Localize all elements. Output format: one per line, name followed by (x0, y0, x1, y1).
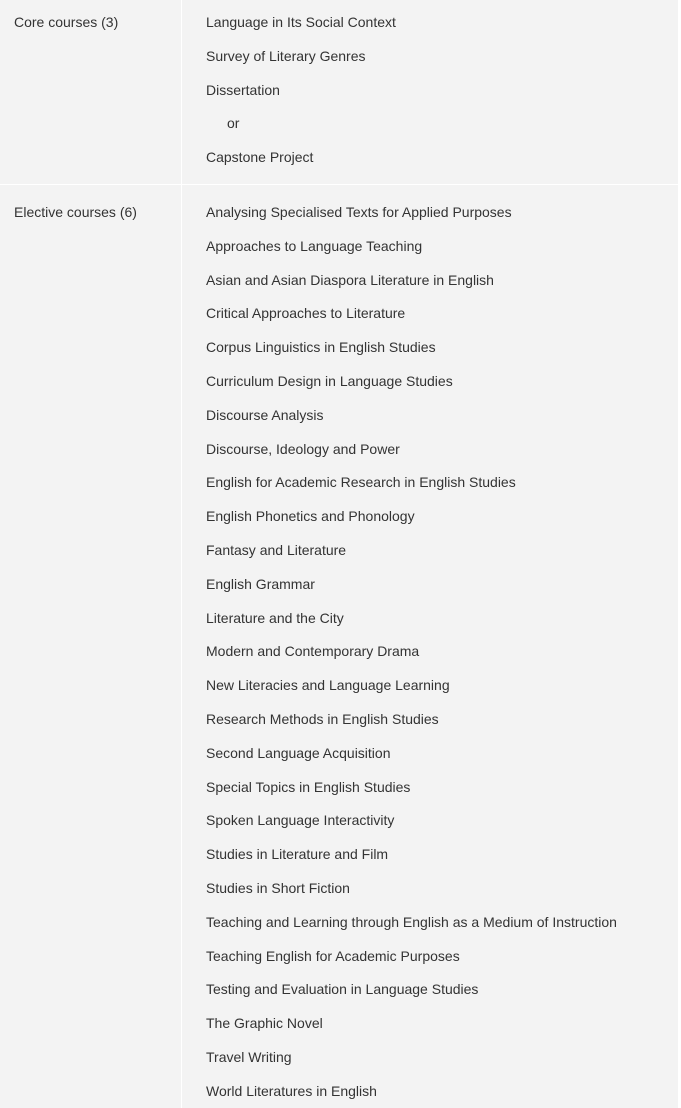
course-item: Teaching English for Academic Purposes (206, 948, 460, 964)
course-item: Second Language Acquisition (206, 745, 391, 761)
course-item: Curriculum Design in Language Studies (206, 373, 453, 389)
course-item: Capstone Project (206, 149, 314, 165)
course-item: Corpus Linguistics in English Studies (206, 339, 436, 355)
course-item: Dissertation (206, 82, 280, 98)
course-item: The Graphic Novel (206, 1015, 323, 1031)
course-item: Analysing Specialised Texts for Applied Purposes (206, 204, 512, 220)
course-item: Literature and the City (206, 610, 344, 626)
course-item: Research Methods in English Studies (206, 711, 439, 727)
course-item: Discourse, Ideology and Power (206, 441, 400, 457)
or-separator: or (227, 115, 240, 131)
core-courses-label: Core courses (3) (14, 14, 119, 30)
course-item: New Literacies and Language Learning (206, 677, 450, 693)
column-divider (181, 0, 182, 1108)
course-item: Survey of Literary Genres (206, 48, 366, 64)
course-item: Testing and Evaluation in Language Studies (206, 981, 479, 997)
course-item: English Phonetics and Phonology (206, 508, 415, 524)
course-item: Modern and Contemporary Drama (206, 643, 420, 659)
course-item: Teaching and Learning through English as a Medium of Instruction (206, 914, 617, 930)
course-item: English for Academic Research in English Studies (206, 474, 516, 490)
course-item: Language in Its Social Context (206, 14, 396, 30)
course-item: World Literatures in English (206, 1083, 377, 1099)
course-item: Studies in Short Fiction (206, 880, 350, 896)
course-item: Special Topics in English Studies (206, 779, 411, 795)
course-item: Critical Approaches to Literature (206, 305, 406, 321)
course-item: Approaches to Language Teaching (206, 238, 423, 254)
elective-courses-label: Elective courses (6) (14, 204, 137, 220)
row-divider (0, 184, 678, 185)
course-item: Studies in Literature and Film (206, 846, 389, 862)
course-item: Travel Writing (206, 1049, 292, 1065)
course-item: English Grammar (206, 576, 315, 592)
course-item: Fantasy and Literature (206, 542, 347, 558)
course-item: Asian and Asian Diaspora Literature in English (206, 272, 494, 288)
course-item: Spoken Language Interactivity (206, 812, 395, 828)
course-item: Discourse Analysis (206, 407, 324, 423)
